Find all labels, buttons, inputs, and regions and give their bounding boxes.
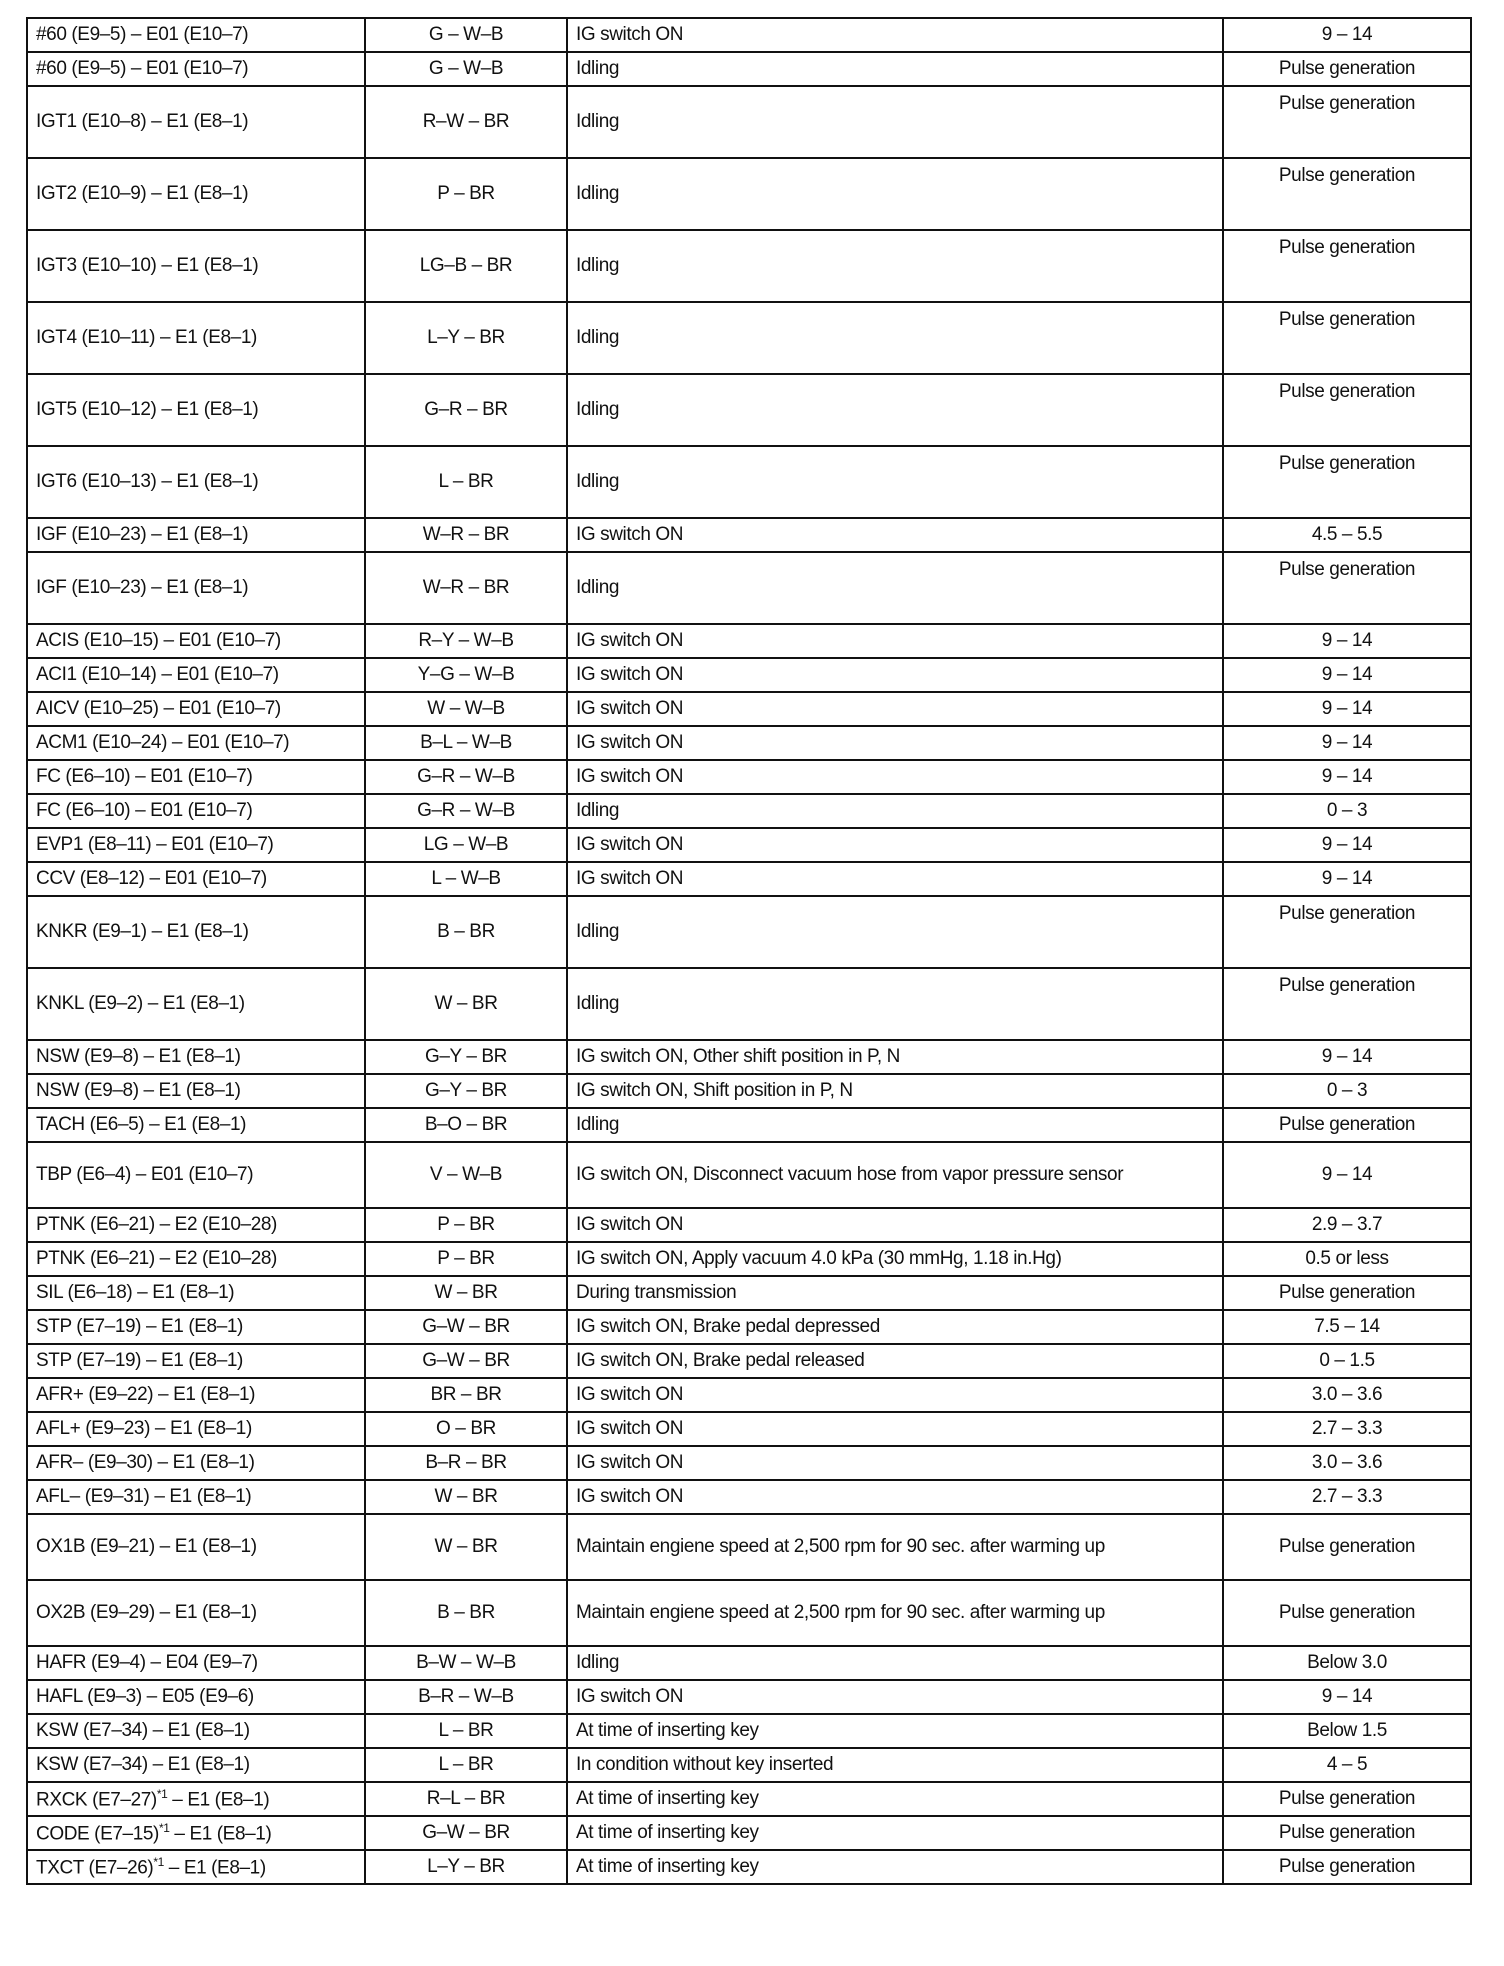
table-row xyxy=(27,1850,1471,1884)
table-row xyxy=(27,1714,1471,1748)
terminal-cell: NSW (E9–8) – E1 (E8–1) xyxy=(27,1074,365,1108)
wiring-color-cell: L – BR xyxy=(365,1714,567,1748)
terminal-cell: IGT2 (E10–9) – E1 (E8–1) xyxy=(27,158,365,230)
condition-cell: During transmission xyxy=(567,1276,1223,1310)
specified-condition-cell: 9 – 14 xyxy=(1223,1142,1471,1208)
condition-cell: Idling xyxy=(567,230,1223,302)
terminal-cell: IGT6 (E10–13) – E1 (E8–1) xyxy=(27,446,365,518)
wiring-color-cell: Y–G – W–B xyxy=(365,658,567,692)
condition-cell: At time of inserting key xyxy=(567,1782,1223,1816)
terminal-cell: AFL+ (E9–23) – E1 (E8–1) xyxy=(27,1412,365,1446)
specified-condition-cell: Pulse generation xyxy=(1223,302,1471,374)
table-row xyxy=(27,1378,1471,1412)
condition-cell: IG switch ON, Shift position in P, N xyxy=(567,1074,1223,1108)
condition-cell: Maintain engiene speed at 2,500 rpm for 90 sec. after warming up xyxy=(567,1514,1223,1580)
condition-cell: IG switch ON xyxy=(567,828,1223,862)
condition-cell: IG switch ON xyxy=(567,1208,1223,1242)
condition-cell: At time of inserting key xyxy=(567,1816,1223,1850)
specified-condition-cell: 9 – 14 xyxy=(1223,862,1471,896)
wiring-color-cell: R–Y – W–B xyxy=(365,624,567,658)
table-row xyxy=(27,1108,1471,1142)
footnote-marker: *1 xyxy=(156,1786,168,1801)
terminal-label: TXCT (E7–26) xyxy=(36,1857,154,1879)
terminal-cell: AFL– (E9–31) – E1 (E8–1) xyxy=(27,1480,365,1514)
terminal-cell: SIL (E6–18) – E1 (E8–1) xyxy=(27,1276,365,1310)
terminal-cell: NSW (E9–8) – E1 (E8–1) xyxy=(27,1040,365,1074)
terminal-cell: ACIS (E10–15) – E01 (E10–7) xyxy=(27,624,365,658)
wiring-color-cell: G–W – BR xyxy=(365,1816,567,1850)
wiring-color-cell: P – BR xyxy=(365,158,567,230)
terminal-cell: AICV (E10–25) – E01 (E10–7) xyxy=(27,692,365,726)
specified-condition-cell: Pulse generation xyxy=(1223,552,1471,624)
specified-condition-cell: Pulse generation xyxy=(1223,1782,1471,1816)
condition-cell: Idling xyxy=(567,1646,1223,1680)
specified-condition-cell: 0 – 3 xyxy=(1223,1074,1471,1108)
wiring-color-cell: B – BR xyxy=(365,1580,567,1646)
wiring-color-cell: P – BR xyxy=(365,1208,567,1242)
terminal-cell: IGF (E10–23) – E1 (E8–1) xyxy=(27,518,365,552)
terminal-cell: KNKR (E9–1) – E1 (E8–1) xyxy=(27,896,365,968)
terminal-cell: HAFL (E9–3) – E05 (E9–6) xyxy=(27,1680,365,1714)
wiring-color-cell: G–Y – BR xyxy=(365,1074,567,1108)
table-row xyxy=(27,18,1471,52)
footnote-marker: *1 xyxy=(158,1820,170,1835)
wiring-color-cell: G–Y – BR xyxy=(365,1040,567,1074)
specified-condition-cell: 9 – 14 xyxy=(1223,658,1471,692)
wiring-color-cell: R–W – BR xyxy=(365,86,567,158)
condition-cell: IG switch ON xyxy=(567,1480,1223,1514)
condition-cell: Idling xyxy=(567,794,1223,828)
condition-cell: IG switch ON xyxy=(567,760,1223,794)
terminal-tail: – E1 (E8–1) xyxy=(169,1823,272,1845)
condition-cell: IG switch ON, Disconnect vacuum hose from vapor pressure sensor xyxy=(567,1142,1223,1208)
terminal-voltage-table xyxy=(26,17,1472,1885)
specified-condition-cell: 9 – 14 xyxy=(1223,760,1471,794)
table-row xyxy=(27,1580,1471,1646)
wiring-color-cell: L – W–B xyxy=(365,862,567,896)
specified-condition-cell: 3.0 – 3.6 xyxy=(1223,1446,1471,1480)
table-row xyxy=(27,1782,1471,1816)
table-body xyxy=(27,18,1471,1884)
condition-cell: Idling xyxy=(567,446,1223,518)
condition-cell: IG switch ON, Brake pedal depressed xyxy=(567,1310,1223,1344)
wiring-color-cell: W – W–B xyxy=(365,692,567,726)
specified-condition-cell: 9 – 14 xyxy=(1223,1680,1471,1714)
table-row xyxy=(27,1646,1471,1680)
table-row xyxy=(27,1208,1471,1242)
specified-condition-cell: 9 – 14 xyxy=(1223,1040,1471,1074)
condition-cell: Maintain engiene speed at 2,500 rpm for 90 sec. after warming up xyxy=(567,1580,1223,1646)
table-row xyxy=(27,1480,1471,1514)
table-row xyxy=(27,1040,1471,1074)
terminal-cell: AFR– (E9–30) – E1 (E8–1) xyxy=(27,1446,365,1480)
table-row xyxy=(27,446,1471,518)
table-row xyxy=(27,968,1471,1040)
condition-cell: At time of inserting key xyxy=(567,1714,1223,1748)
specified-condition-cell: 7.5 – 14 xyxy=(1223,1310,1471,1344)
specified-condition-cell: Pulse generation xyxy=(1223,968,1471,1040)
condition-cell: In condition without key inserted xyxy=(567,1748,1223,1782)
terminal-cell: TACH (E6–5) – E1 (E8–1) xyxy=(27,1108,365,1142)
table-row xyxy=(27,230,1471,302)
wiring-color-cell: W–R – BR xyxy=(365,518,567,552)
wiring-color-cell: G–R – BR xyxy=(365,374,567,446)
condition-cell: IG switch ON xyxy=(567,1680,1223,1714)
specified-condition-cell: Pulse generation xyxy=(1223,1580,1471,1646)
terminal-cell: #60 (E9–5) – E01 (E10–7) xyxy=(27,18,365,52)
table-row xyxy=(27,1142,1471,1208)
table-row xyxy=(27,552,1471,624)
wiring-color-cell: B–W – W–B xyxy=(365,1646,567,1680)
table-row xyxy=(27,828,1471,862)
terminal-cell: CCV (E8–12) – E01 (E10–7) xyxy=(27,862,365,896)
specified-condition-cell: 9 – 14 xyxy=(1223,692,1471,726)
wiring-color-cell: W – BR xyxy=(365,1276,567,1310)
specified-condition-cell: 2.7 – 3.3 xyxy=(1223,1480,1471,1514)
terminal-cell: PTNK (E6–21) – E2 (E10–28) xyxy=(27,1242,365,1276)
table-row xyxy=(27,86,1471,158)
specified-condition-cell: 0.5 or less xyxy=(1223,1242,1471,1276)
table-row xyxy=(27,692,1471,726)
specified-condition-cell: 0 – 3 xyxy=(1223,794,1471,828)
table-row xyxy=(27,726,1471,760)
condition-cell: IG switch ON, Other shift position in P, N xyxy=(567,1040,1223,1074)
table-row xyxy=(27,158,1471,230)
table-row xyxy=(27,302,1471,374)
specified-condition-cell: Pulse generation xyxy=(1223,52,1471,86)
specified-condition-cell: Pulse generation xyxy=(1223,1850,1471,1884)
wiring-color-cell: L – BR xyxy=(365,1748,567,1782)
terminal-cell: IGT5 (E10–12) – E1 (E8–1) xyxy=(27,374,365,446)
table-row xyxy=(27,1816,1471,1850)
table-row xyxy=(27,1344,1471,1378)
condition-cell: IG switch ON xyxy=(567,1378,1223,1412)
table-row xyxy=(27,862,1471,896)
condition-cell: Idling xyxy=(567,158,1223,230)
condition-cell: IG switch ON xyxy=(567,862,1223,896)
table-row xyxy=(27,1276,1471,1310)
table-row xyxy=(27,658,1471,692)
wiring-color-cell: O – BR xyxy=(365,1412,567,1446)
table-row xyxy=(27,1446,1471,1480)
specified-condition-cell: 2.7 – 3.3 xyxy=(1223,1412,1471,1446)
terminal-cell xyxy=(27,1850,365,1884)
wiring-color-cell: W–R – BR xyxy=(365,552,567,624)
terminal-cell: #60 (E9–5) – E01 (E10–7) xyxy=(27,52,365,86)
terminal-label: CODE (E7–15) xyxy=(36,1823,159,1845)
condition-cell: Idling xyxy=(567,1108,1223,1142)
terminal-cell: IGT3 (E10–10) – E1 (E8–1) xyxy=(27,230,365,302)
table-row xyxy=(27,760,1471,794)
wiring-color-cell: G–R – W–B xyxy=(365,794,567,828)
wiring-color-cell: B – BR xyxy=(365,896,567,968)
wiring-color-cell: G–R – W–B xyxy=(365,760,567,794)
condition-cell: IG switch ON xyxy=(567,518,1223,552)
wiring-color-cell: L–Y – BR xyxy=(365,1850,567,1884)
terminal-cell: OX2B (E9–29) – E1 (E8–1) xyxy=(27,1580,365,1646)
table-row xyxy=(27,624,1471,658)
table-row xyxy=(27,52,1471,86)
wiring-color-cell: W – BR xyxy=(365,968,567,1040)
specified-condition-cell: 9 – 14 xyxy=(1223,624,1471,658)
wiring-color-cell: B–R – W–B xyxy=(365,1680,567,1714)
condition-cell: IG switch ON, Apply vacuum 4.0 kPa (30 mmHg, 1.18 in.Hg) xyxy=(567,1242,1223,1276)
condition-cell: Idling xyxy=(567,302,1223,374)
wiring-color-cell: G – W–B xyxy=(365,52,567,86)
terminal-cell: IGT4 (E10–11) – E1 (E8–1) xyxy=(27,302,365,374)
terminal-cell: STP (E7–19) – E1 (E8–1) xyxy=(27,1344,365,1378)
specified-condition-cell: 0 – 1.5 xyxy=(1223,1344,1471,1378)
wiring-color-cell: B–L – W–B xyxy=(365,726,567,760)
terminal-label: RXCK (E7–27) xyxy=(36,1789,157,1811)
wiring-color-cell: LG – W–B xyxy=(365,828,567,862)
table-row xyxy=(27,1514,1471,1580)
condition-cell: IG switch ON xyxy=(567,624,1223,658)
condition-cell: Idling xyxy=(567,86,1223,158)
wiring-color-cell: G–W – BR xyxy=(365,1344,567,1378)
specified-condition-cell: Pulse generation xyxy=(1223,1816,1471,1850)
condition-cell: Idling xyxy=(567,896,1223,968)
specified-condition-cell: Pulse generation xyxy=(1223,1108,1471,1142)
wiring-color-cell: B–R – BR xyxy=(365,1446,567,1480)
terminal-cell xyxy=(27,1816,365,1850)
wiring-color-cell: L – BR xyxy=(365,446,567,518)
table-row xyxy=(27,794,1471,828)
specified-condition-cell: Pulse generation xyxy=(1223,374,1471,446)
terminal-cell: STP (E7–19) – E1 (E8–1) xyxy=(27,1310,365,1344)
condition-cell: Idling xyxy=(567,968,1223,1040)
table-row xyxy=(27,1242,1471,1276)
table-row xyxy=(27,1412,1471,1446)
specified-condition-cell: Pulse generation xyxy=(1223,158,1471,230)
wiring-color-cell: G–W – BR xyxy=(365,1310,567,1344)
specified-condition-cell: 3.0 – 3.6 xyxy=(1223,1378,1471,1412)
specified-condition-cell: 2.9 – 3.7 xyxy=(1223,1208,1471,1242)
terminal-cell: IGF (E10–23) – E1 (E8–1) xyxy=(27,552,365,624)
wiring-color-cell: W – BR xyxy=(365,1514,567,1580)
specified-condition-cell: 9 – 14 xyxy=(1223,18,1471,52)
table-row xyxy=(27,1680,1471,1714)
terminal-cell: KNKL (E9–2) – E1 (E8–1) xyxy=(27,968,365,1040)
wiring-color-cell: R–L – BR xyxy=(365,1782,567,1816)
terminal-cell: IGT1 (E10–8) – E1 (E8–1) xyxy=(27,86,365,158)
terminal-cell: TBP (E6–4) – E01 (E10–7) xyxy=(27,1142,365,1208)
specified-condition-cell: Pulse generation xyxy=(1223,896,1471,968)
terminal-cell: HAFR (E9–4) – E04 (E9–7) xyxy=(27,1646,365,1680)
table-row xyxy=(27,1748,1471,1782)
terminal-tail: – E1 (E8–1) xyxy=(167,1789,270,1811)
wiring-color-cell: G – W–B xyxy=(365,18,567,52)
condition-cell: IG switch ON xyxy=(567,726,1223,760)
condition-cell: Idling xyxy=(567,552,1223,624)
table-row xyxy=(27,896,1471,968)
specified-condition-cell: Below 3.0 xyxy=(1223,1646,1471,1680)
specified-condition-cell: Pulse generation xyxy=(1223,230,1471,302)
terminal-cell: OX1B (E9–21) – E1 (E8–1) xyxy=(27,1514,365,1580)
condition-cell: Idling xyxy=(567,374,1223,446)
table-row xyxy=(27,1074,1471,1108)
condition-cell: IG switch ON xyxy=(567,658,1223,692)
specified-condition-cell: 9 – 14 xyxy=(1223,828,1471,862)
condition-cell: IG switch ON xyxy=(567,1412,1223,1446)
table-row xyxy=(27,518,1471,552)
specified-condition-cell: 9 – 14 xyxy=(1223,726,1471,760)
terminal-cell: FC (E6–10) – E01 (E10–7) xyxy=(27,794,365,828)
wiring-color-cell: W – BR xyxy=(365,1480,567,1514)
terminal-cell: ACM1 (E10–24) – E01 (E10–7) xyxy=(27,726,365,760)
wiring-color-cell: BR – BR xyxy=(365,1378,567,1412)
specified-condition-cell: 4.5 – 5.5 xyxy=(1223,518,1471,552)
terminal-cell: ACI1 (E10–14) – E01 (E10–7) xyxy=(27,658,365,692)
wiring-color-cell: V – W–B xyxy=(365,1142,567,1208)
table-row xyxy=(27,1310,1471,1344)
terminal-cell: KSW (E7–34) – E1 (E8–1) xyxy=(27,1748,365,1782)
specified-condition-cell: Pulse generation xyxy=(1223,1276,1471,1310)
specified-condition-cell: Below 1.5 xyxy=(1223,1714,1471,1748)
specified-condition-cell: 4 – 5 xyxy=(1223,1748,1471,1782)
condition-cell: IG switch ON xyxy=(567,692,1223,726)
specified-condition-cell: Pulse generation xyxy=(1223,1514,1471,1580)
condition-cell: IG switch ON xyxy=(567,18,1223,52)
wiring-color-cell: L–Y – BR xyxy=(365,302,567,374)
terminal-cell: PTNK (E6–21) – E2 (E10–28) xyxy=(27,1208,365,1242)
terminal-cell xyxy=(27,1782,365,1816)
wiring-color-cell: B–O – BR xyxy=(365,1108,567,1142)
terminal-cell: EVP1 (E8–11) – E01 (E10–7) xyxy=(27,828,365,862)
terminal-cell: AFR+ (E9–22) – E1 (E8–1) xyxy=(27,1378,365,1412)
wiring-color-cell: P – BR xyxy=(365,1242,567,1276)
terminal-cell: FC (E6–10) – E01 (E10–7) xyxy=(27,760,365,794)
wiring-color-cell: LG–B – BR xyxy=(365,230,567,302)
condition-cell: Idling xyxy=(567,52,1223,86)
specified-condition-cell: Pulse generation xyxy=(1223,446,1471,518)
condition-cell: IG switch ON xyxy=(567,1446,1223,1480)
specified-condition-cell: Pulse generation xyxy=(1223,86,1471,158)
table-row xyxy=(27,374,1471,446)
terminal-tail: – E1 (E8–1) xyxy=(163,1857,266,1879)
condition-cell: IG switch ON, Brake pedal released xyxy=(567,1344,1223,1378)
footnote-marker: *1 xyxy=(153,1854,164,1869)
condition-cell: At time of inserting key xyxy=(567,1850,1223,1884)
terminal-cell: KSW (E7–34) – E1 (E8–1) xyxy=(27,1714,365,1748)
